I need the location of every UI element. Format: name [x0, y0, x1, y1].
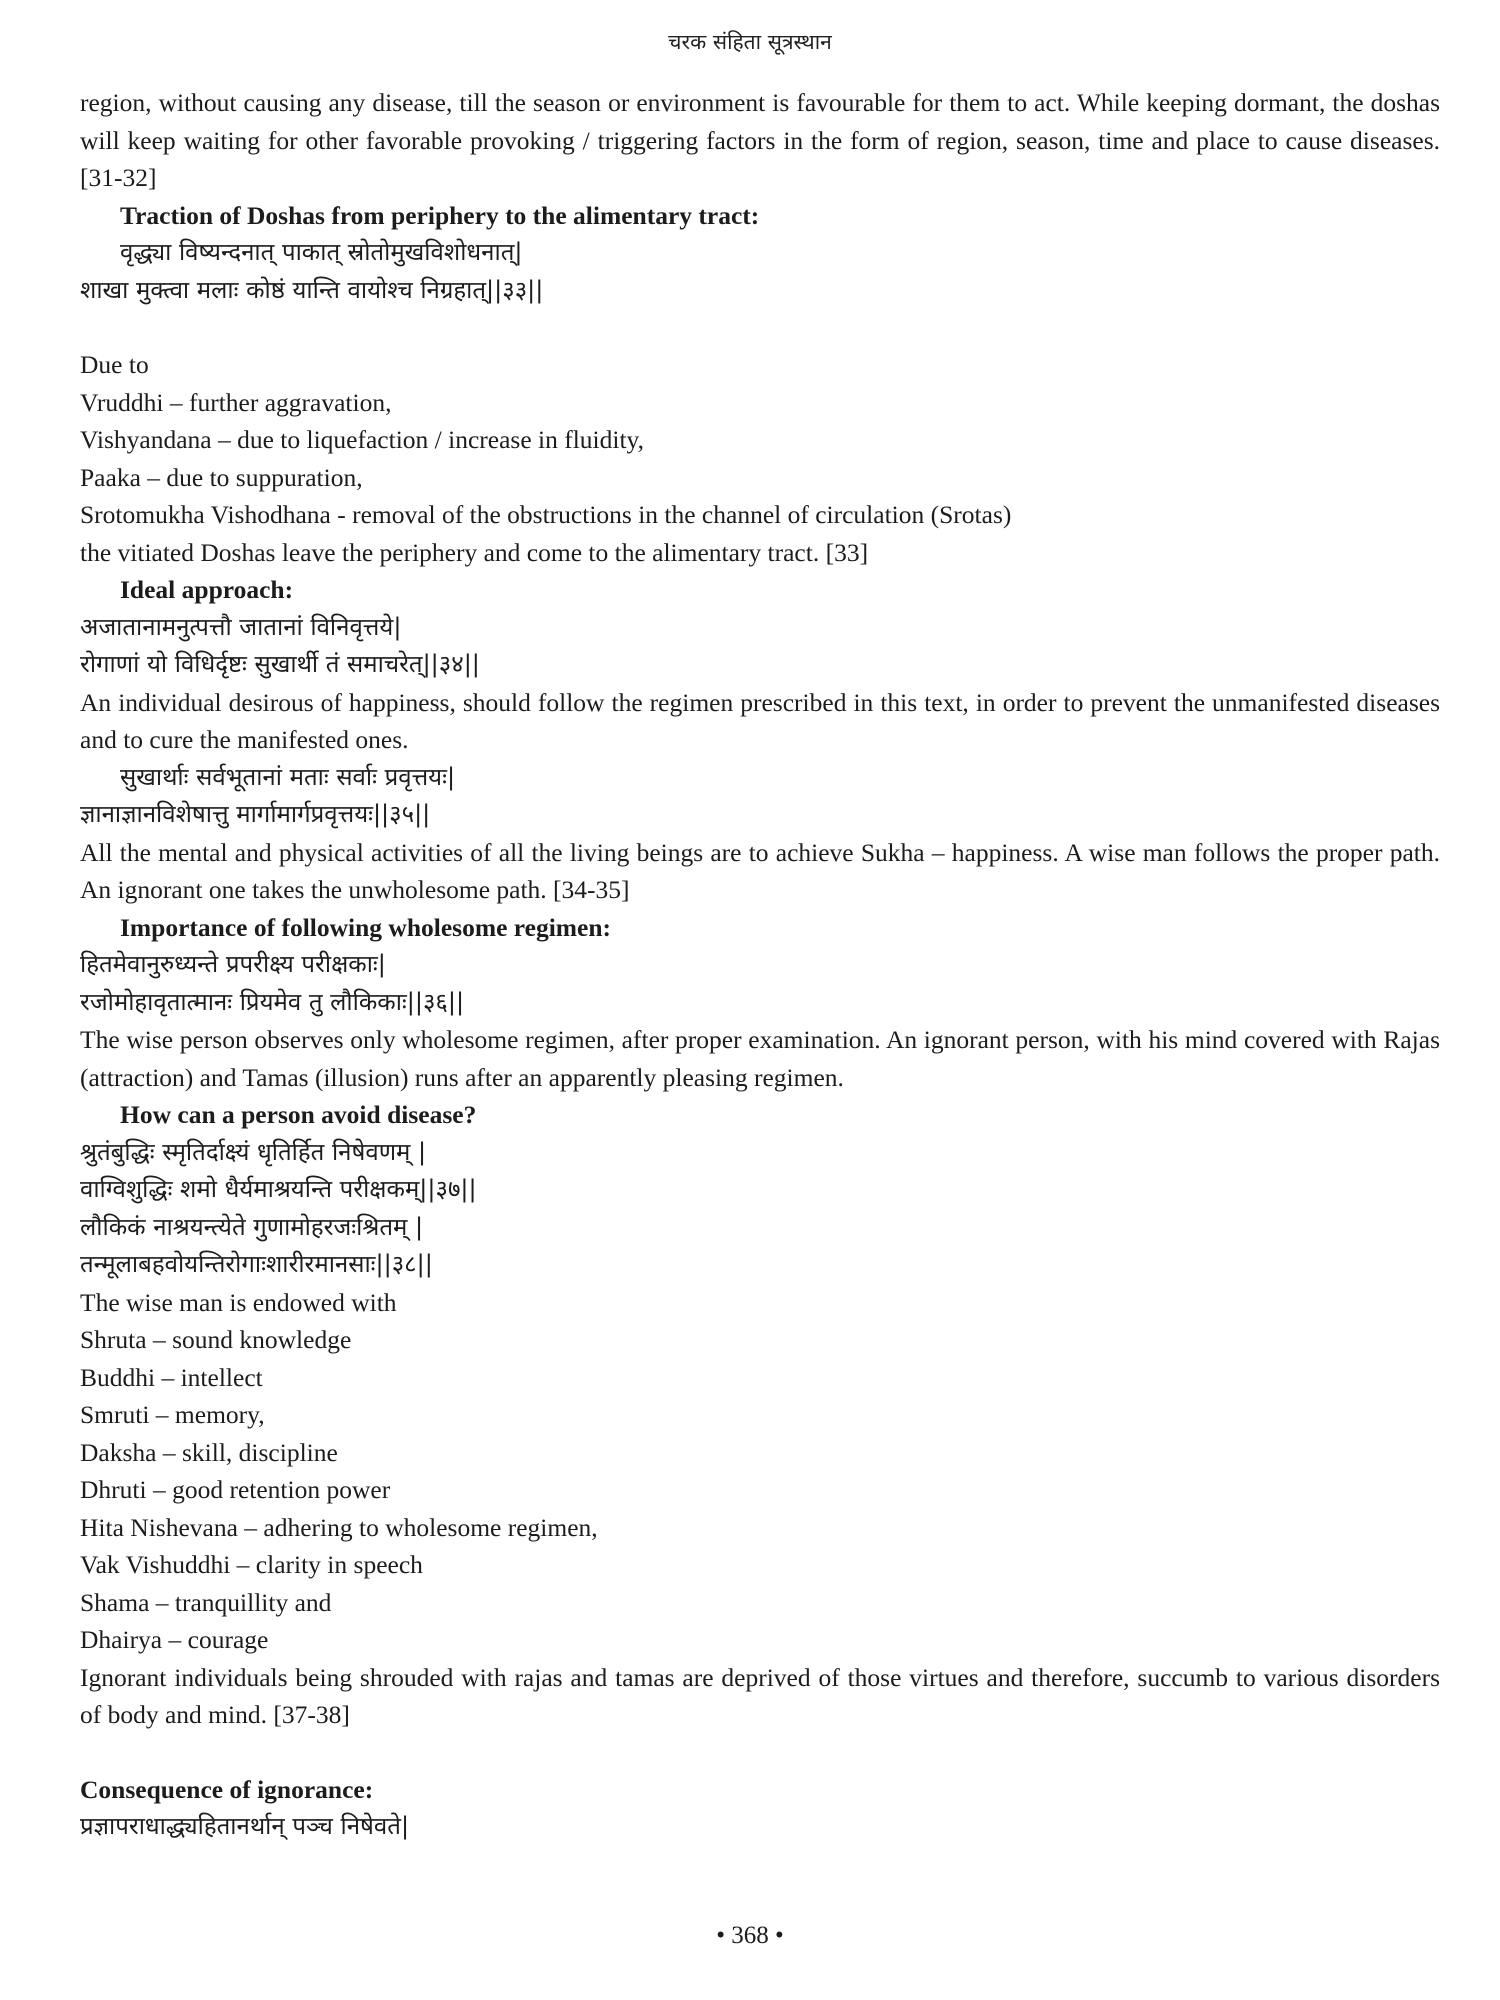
- list-item: Vak Vishuddhi – clarity in speech: [80, 1550, 423, 1579]
- list-item: Paaka – due to suppuration,: [80, 462, 363, 492]
- section-heading-traction: Traction of Doshas from periphery to the alimentary tract:: [120, 200, 760, 230]
- section-heading-ideal: Ideal approach:: [120, 575, 294, 604]
- translation-paragraph: All the mental and physical activities of all the living beings are to achieve Sukha – happiness. A wise man follows the proper path. An ignorant one takes the unwholesome path. [34-35]: [80, 837, 1440, 904]
- spacer: [80, 1734, 1440, 1771]
- translation-paragraph: The wise person observes only wholesome regimen, after proper examination. An ignorant person, with his mind covered with Rajas (attraction) and Tamas (illusion) runs after an apparently pleasing regimen.: [80, 1025, 1440, 1092]
- verse-line: प्रज्ञापराधाद्ध्यहितानर्थान् पञ्च निषेवते|: [80, 1812, 410, 1840]
- section-heading-consequence: Consequence of ignorance:: [80, 1774, 374, 1804]
- list-item: Daksha – skill, discipline: [80, 1437, 338, 1467]
- list-item: Vishyandana – due to liquefaction / increase in fluidity,: [80, 425, 645, 454]
- list-item: Srotomukha Vishodhana - removal of the obstructions in the channel of circulation (Srotas): [80, 500, 1012, 529]
- verse-line: सुखार्थाः सर्वभूतानां मताः सर्वाः प्रवृत्तयः|: [120, 762, 456, 791]
- page-number: • 368 •: [716, 1922, 784, 1949]
- verse-line: रोगाणां यो विधिर्दृष्टः सुखार्थी तं समाचरेत्||३४||: [80, 650, 480, 678]
- list-item: Buddhi – intellect: [80, 1362, 263, 1392]
- list-item: Dhruti – good retention power: [80, 1475, 391, 1504]
- list-item: The wise man is endowed with: [80, 1287, 397, 1317]
- intro-paragraph: region, without causing any disease, till the season or environment is favourable for them to act. While keeping dormant, the doshas will keep waiting for other favorable provoking / triggering factors in the form of region, season, time and place to cause diseases. [31-32]: [80, 88, 1440, 192]
- verse-line: लौकिकं नाश्रयन्त्येते गुणामोहरजःश्रितम् |: [80, 1212, 424, 1241]
- running-header: चरक संहिता सूत्रस्थान: [668, 30, 832, 54]
- verse-line: हितमेवानुरुध्यन्ते प्रपरीक्ष्य परीक्षकाः|: [80, 950, 386, 978]
- verse-line: रजोमोहावृतात्मानः प्रियमेव तु लौकिकाः||३६||: [80, 987, 465, 1016]
- translation-paragraph: An individual desirous of happiness, should follow the regimen prescribed in this text, in order to prevent the unmanifested diseases and to cure the manifested ones.: [80, 687, 1440, 754]
- verse-line: श्रुतंबुद्धिः स्मृतिर्दाक्ष्यं धृतिर्हित निषेवणम् |: [80, 1137, 427, 1166]
- list-item: Shruta – sound knowledge: [80, 1325, 352, 1354]
- list-item: Vruddhi – further aggravation,: [80, 387, 392, 417]
- list-item: Smruti – memory,: [80, 1400, 265, 1429]
- verse-line: अजातानामनुत्पत्तौ जातानां विनिवृत्तये|: [80, 612, 402, 641]
- verse-line: ज्ञानाज्ञानविशेषात्तु मार्गामार्गप्रवृत्तयः||३५||: [80, 800, 431, 828]
- list-item: Shama – tranquillity and: [80, 1587, 332, 1617]
- verse-line: तन्मूलाबहवोयन्तिरोगाःशारीरमानसाः||३८||: [80, 1250, 433, 1278]
- list-item: Due to: [80, 350, 149, 379]
- spacer: [80, 309, 1440, 346]
- section-heading-avoid: How can a person avoid disease?: [120, 1100, 477, 1129]
- verse-line: वृद्ध्या विष्यन्दनात् पाकात् स्रोतोमुखविशोधनात्|: [120, 238, 523, 266]
- page-content: [80, 84, 1440, 1846]
- verse-line: शाखा मुक्त्वा मलाः कोष्ठं यान्ति वायोश्च निग्रहात्||३३||: [80, 275, 544, 304]
- verse-line: वाग्विशुद्धिः शमो धैर्यमाश्रयन्ति परीक्षकम्||३७||: [80, 1175, 477, 1203]
- list-item: the vitiated Doshas leave the periphery and come to the alimentary tract. [33]: [80, 537, 869, 567]
- translation-paragraph: Ignorant individuals being shrouded with rajas and tamas are deprived of those virtues and therefore, succumb to various disorders of body and mind. [37-38]: [80, 1662, 1440, 1729]
- list-item: Dhairya – courage: [80, 1625, 269, 1654]
- list-item: Hita Nishevana – adhering to wholesome regimen,: [80, 1512, 598, 1542]
- section-heading-importance: Importance of following wholesome regimen:: [120, 912, 612, 942]
